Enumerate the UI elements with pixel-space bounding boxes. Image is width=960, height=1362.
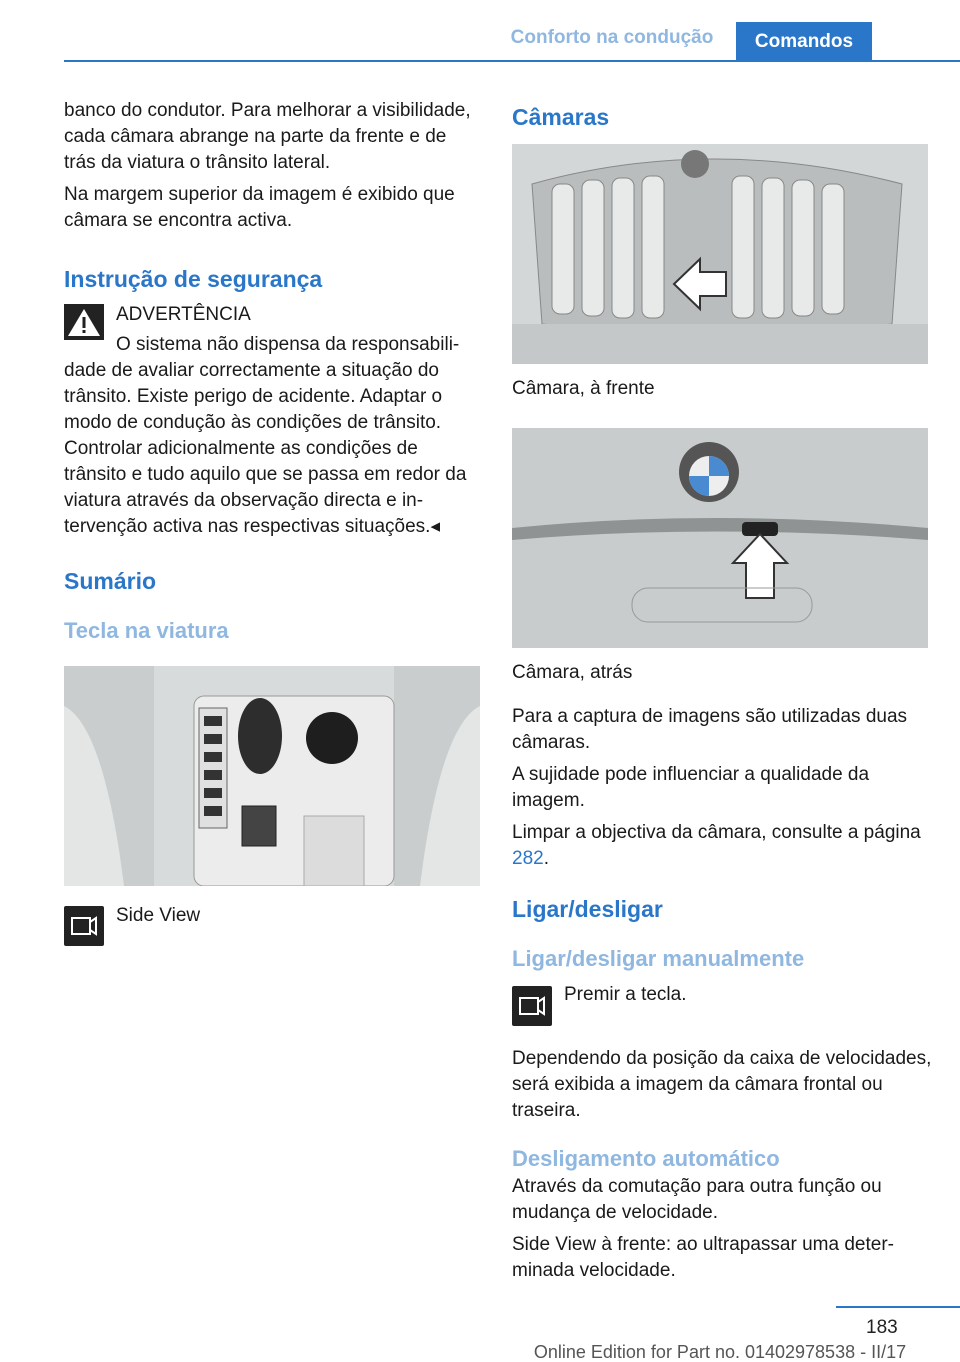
clean-lens-text: Limpar a objectiva da câmara, consulte a página [512,822,921,843]
dirt-paragraph: A sujidade pode influenciar a qualidade da imagem. [512,764,870,811]
footer-edition: Online Edition for Part no. 01402978538 - II/17 [533,1342,907,1362]
intro-paragraph-2: Na margem superior da imagem é exibido que câmara se encontra activa. [64,184,455,231]
clean-lens-paragraph [512,820,932,872]
header-rule [64,60,960,62]
side-view-camera-icon [512,986,552,1026]
safety-heading: Instrução de segurança [64,266,323,292]
header-section-title: Conforto na condução [510,27,714,48]
footer-rule [836,1306,960,1308]
auto-off-paragraph: Através da comutação para outra função ou mudança de velocidade. [512,1176,882,1223]
key-heading: Tecla na viatura [64,618,229,643]
intro-paragraph-1: banco do condutor. Para melhorar a visibilidade, cada câmara abrange na parte da frente e de trás da viatura o trânsito lateral. [64,100,471,173]
side-view-camera-icon [64,906,104,946]
left-column [64,98,480,646]
warning-title: ADVERTÊNCIA [116,304,251,325]
summary-heading: Sumário [64,568,157,594]
caption-front-camera: Câmara, à frente [512,378,655,399]
side-view-label: Side View [116,905,201,926]
rear-camera-image [512,428,928,648]
cameras-heading: Câmaras [512,104,610,130]
center-console-image [64,666,480,886]
clean-lens-suffix: . [543,848,549,869]
warning-text: O sistema não dispensa da responsabilidade de avaliar correctamente a situação do trânsito. Existe perigo de acidente. Adaptar o modo de condução às condições de trânsito. Controlar adicionalmente as condições de trânsito e tudo aquilo que se passa em redor da viatura através da observação directa e intervenção activa nas respectivas situações.◂ [64,334,467,537]
side-view-key-row [64,906,480,948]
warning-triangle-icon [64,304,104,340]
press-key-row [512,982,932,1030]
header-chapter-tab: Comandos [736,22,872,62]
auto-off-heading: Desligamento automático [512,1146,780,1171]
right-text-block [512,704,932,1292]
manual-on-off-heading: Ligar/desligar manualmente [512,946,805,971]
warning-block [64,302,480,540]
page-header [0,0,960,62]
side-view-front-paragraph: Side View à frente: ao ultrapassar uma determinada velocidade. [512,1234,894,1281]
two-cameras-paragraph: Para a captura de imagens são utilizadas duas câmaras. [512,706,908,753]
page-282-link[interactable]: 282 [512,848,544,869]
on-off-heading: Ligar/desligar [512,896,663,922]
page-number: 183 [866,1317,898,1338]
press-key-text: Premir a tecla. [564,984,687,1005]
depending-paragraph: Dependendo da posição da caixa de velocidades, será exibida a imagem da câmara frontal ou traseira. [512,1048,932,1121]
front-camera-image [512,144,928,364]
caption-rear-camera: Câmara, atrás [512,662,633,683]
